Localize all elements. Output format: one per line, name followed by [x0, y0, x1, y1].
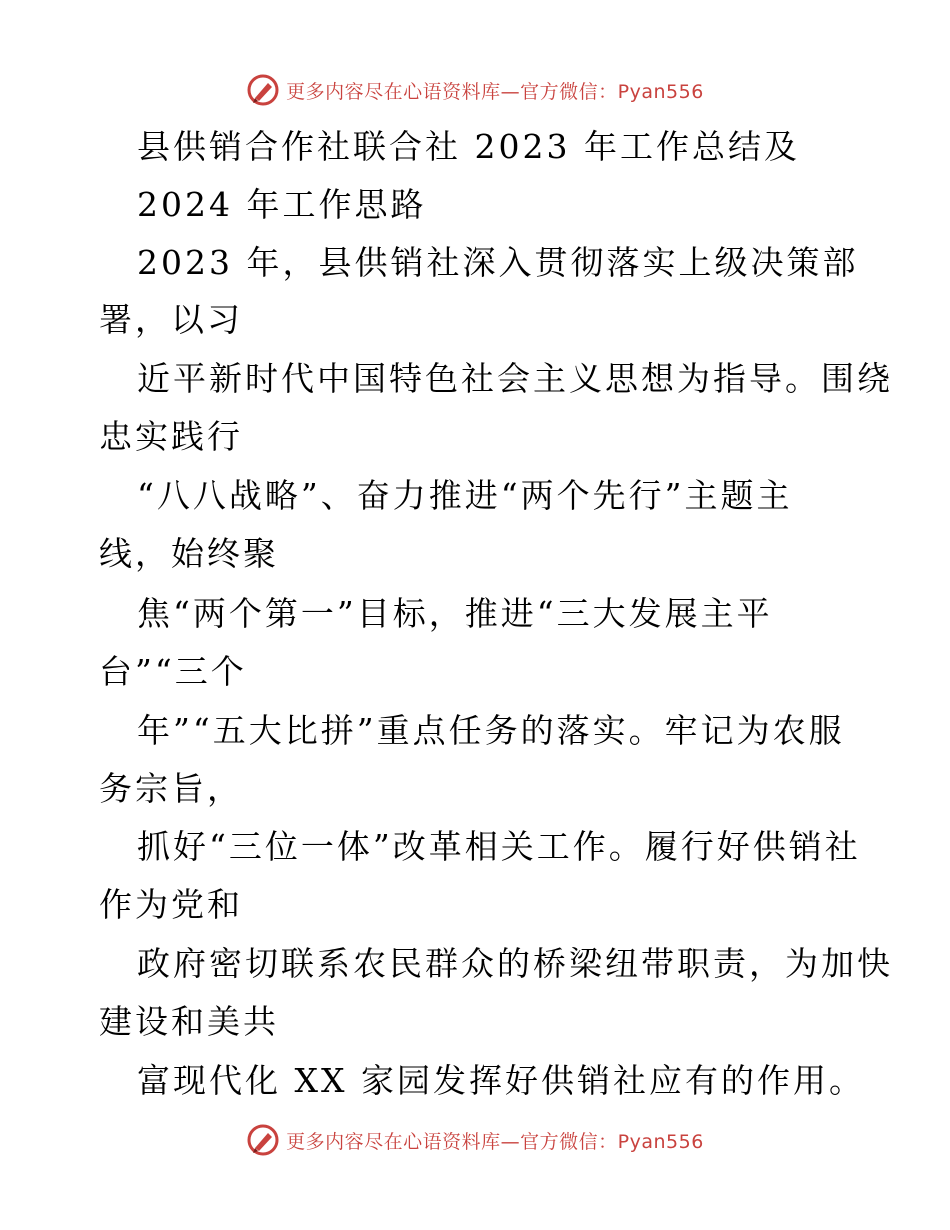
title-line-2: 2024 年工作思路: [137, 185, 427, 224]
paragraph-line: “八八战略”、奋力推进“两个先行”主题主: [137, 476, 793, 515]
paragraph-line: 年”“五大比拼”重点任务的落实。牢记为农服: [137, 711, 845, 750]
paragraph-line: 近平新时代中国特色社会主义思想为指导。围绕: [137, 359, 893, 398]
watermark-text: 更多内容尽在心语资料库—官方微信：Pyan556: [286, 80, 704, 103]
paragraph-line: 线，始终聚: [99, 534, 279, 573]
paragraph-line: 忠实践行: [99, 417, 243, 456]
title-line-1: 县供销合作社联合社 2023 年工作总结及: [137, 127, 800, 166]
paragraph-line: 富现代化 XX 家园发挥好供销社应有的作用。: [137, 1061, 865, 1100]
header-watermark: [0, 70, 950, 110]
paragraph-line: 焦“两个第一”目标，推进“三大发展主平: [137, 594, 773, 633]
paragraph-line: 署，以习: [99, 300, 243, 339]
paragraph-line: 建设和美共: [99, 1002, 279, 1041]
footer-watermark: [0, 1120, 950, 1160]
paragraph-line: 台”“三个: [99, 652, 247, 691]
watermark-text: 更多内容尽在心语资料库—官方微信：Pyan556: [286, 1130, 704, 1153]
pen-logo-icon: [246, 1123, 280, 1157]
paragraph-line: 抓好“三位一体”改革相关工作。履行好供销社: [137, 827, 861, 866]
paragraph-line: 务宗旨，: [99, 769, 243, 808]
paragraph-line: 政府密切联系农民群众的桥梁纽带职责，为加快: [137, 944, 893, 983]
pen-logo-icon: [246, 73, 280, 107]
paragraph-line: 作为党和: [99, 885, 243, 924]
paragraph-line: 2023 年，县供销社深入贯彻落实上级决策部: [137, 243, 859, 282]
